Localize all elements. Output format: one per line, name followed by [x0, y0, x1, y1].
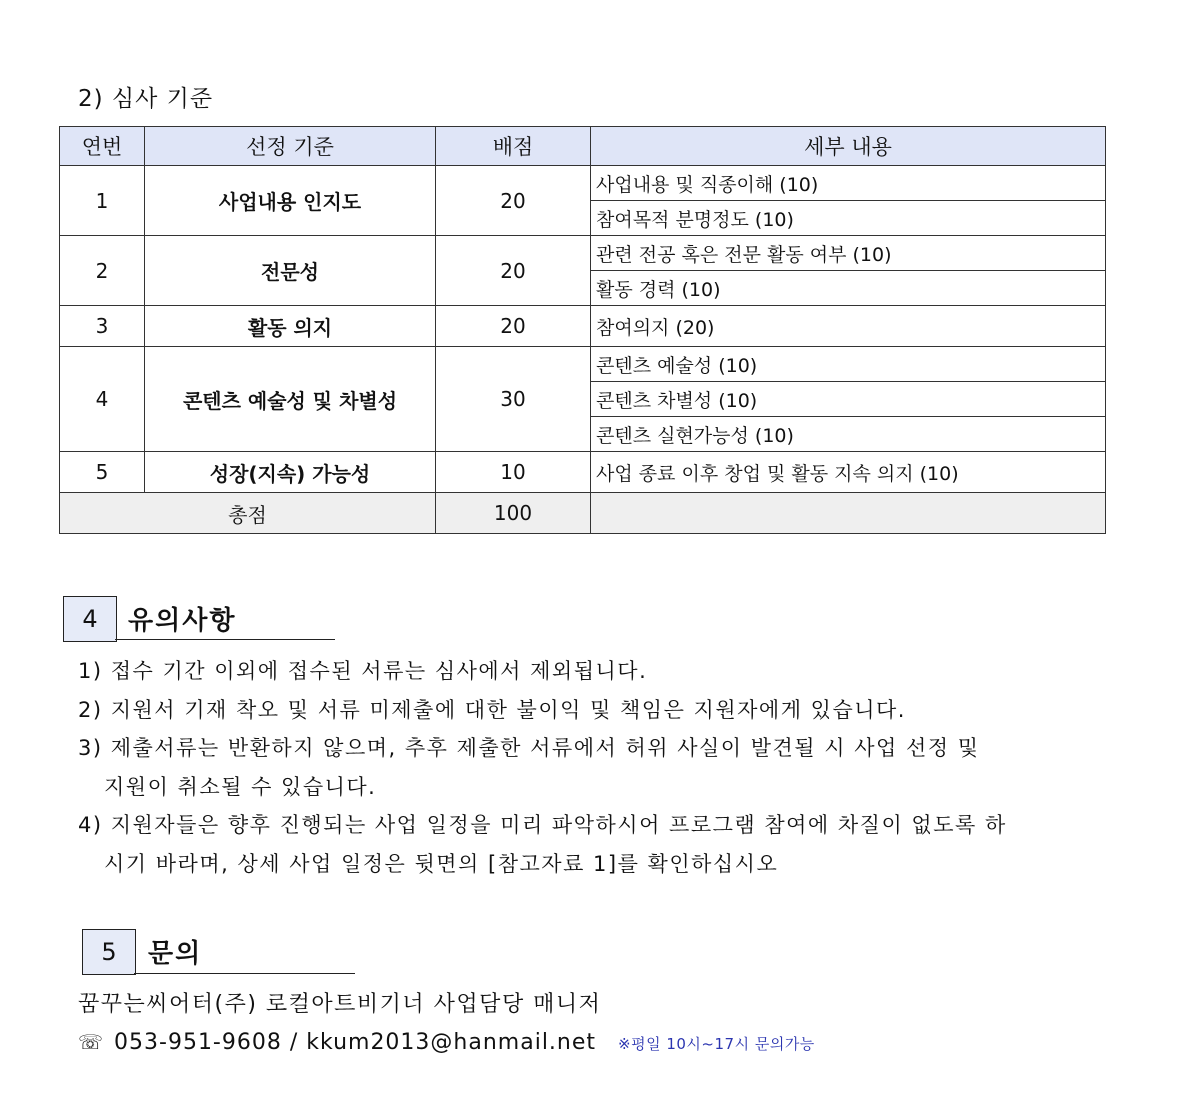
contact-line — [78, 1030, 815, 1055]
row-criterion: 활동 의지 — [145, 306, 436, 347]
table-header-row — [60, 127, 1106, 166]
row-detail: 콘텐츠 실현가능성 (10) — [591, 417, 1106, 452]
table-row — [60, 452, 1106, 493]
row-detail: 사업내용 및 직종이해 (10) — [591, 166, 1106, 201]
total-score: 100 — [436, 493, 591, 534]
table-row — [60, 347, 1106, 382]
table-row — [60, 166, 1106, 201]
notes-list — [78, 652, 1138, 883]
row-score: 30 — [436, 347, 591, 452]
row-criterion: 콘텐츠 예술성 및 차별성 — [145, 347, 436, 452]
row-criterion: 사업내용 인지도 — [145, 166, 436, 236]
section-number-badge: 4 — [63, 596, 117, 642]
row-detail: 콘텐츠 차별성 (10) — [591, 382, 1106, 417]
row-number: 1 — [60, 166, 145, 236]
row-score: 10 — [436, 452, 591, 493]
table-row — [60, 236, 1106, 271]
row-criterion: 전문성 — [145, 236, 436, 306]
row-detail: 사업 종료 이후 창업 및 활동 지속 의지 (10) — [591, 452, 1106, 493]
note-item: 3) 제출서류는 반환하지 않으며, 추후 제출한 서류에서 허위 사실이 발견될 시 사업 선정 및 — [78, 736, 980, 760]
header-criterion: 선정 기준 — [145, 127, 436, 166]
header-no: 연번 — [60, 127, 145, 166]
row-criterion: 성장(지속) 가능성 — [145, 452, 436, 493]
note-item: 4) 지원자들은 향후 진행되는 사업 일정을 미리 파악하시어 프로그램 참여에 차질이 없도록 하 — [78, 813, 1007, 837]
section-number-badge: 5 — [82, 929, 136, 975]
header-score: 배점 — [436, 127, 591, 166]
section-title: 문의 — [148, 939, 203, 969]
total-label: 총점 — [60, 493, 436, 534]
phone-icon: ☏ — [78, 1030, 105, 1054]
contact-hours: ※평일 10시~17시 문의가능 — [618, 1035, 815, 1053]
criteria-table — [59, 126, 1106, 534]
total-empty-cell — [591, 493, 1106, 534]
contact-phone-email: 053-951-9608 / kkum2013@hanmail.net — [114, 1030, 597, 1055]
row-detail: 콘텐츠 예술성 (10) — [591, 347, 1106, 382]
section-underline — [115, 639, 335, 640]
row-score: 20 — [436, 166, 591, 236]
row-score: 20 — [436, 306, 591, 347]
row-number: 5 — [60, 452, 145, 493]
row-number: 3 — [60, 306, 145, 347]
row-detail: 참여목적 분명정도 (10) — [591, 201, 1106, 236]
section-title: 유의사항 — [128, 606, 237, 636]
header-details: 세부 내용 — [591, 127, 1106, 166]
contact-organization: 꿈꾸는씨어터(주) 로컬아트비기너 사업담당 매니저 — [78, 992, 602, 1017]
section-underline — [134, 973, 355, 974]
row-number: 2 — [60, 236, 145, 306]
note-item-continuation: 시기 바라며, 상세 사업 일정은 뒷면의 [참고자료 1]를 확인하십시오 — [104, 851, 779, 876]
row-number: 4 — [60, 347, 145, 452]
row-detail: 참여의지 (20) — [591, 306, 1106, 347]
table-row — [60, 306, 1106, 347]
note-item: 1) 접수 기간 이외에 접수된 서류는 심사에서 제외됩니다. — [78, 659, 648, 683]
row-detail: 관련 전공 혹은 전문 활동 여부 (10) — [591, 236, 1106, 271]
row-score: 20 — [436, 236, 591, 306]
total-row — [60, 493, 1106, 534]
row-detail: 활동 경력 (10) — [591, 271, 1106, 306]
section-subheading: 2) 심사 기준 — [78, 86, 214, 112]
note-item-continuation: 지원이 취소될 수 있습니다. — [104, 774, 377, 799]
note-item: 2) 지원서 기재 착오 및 서류 미제출에 대한 불이익 및 책임은 지원자에게 있습니다. — [78, 697, 906, 722]
